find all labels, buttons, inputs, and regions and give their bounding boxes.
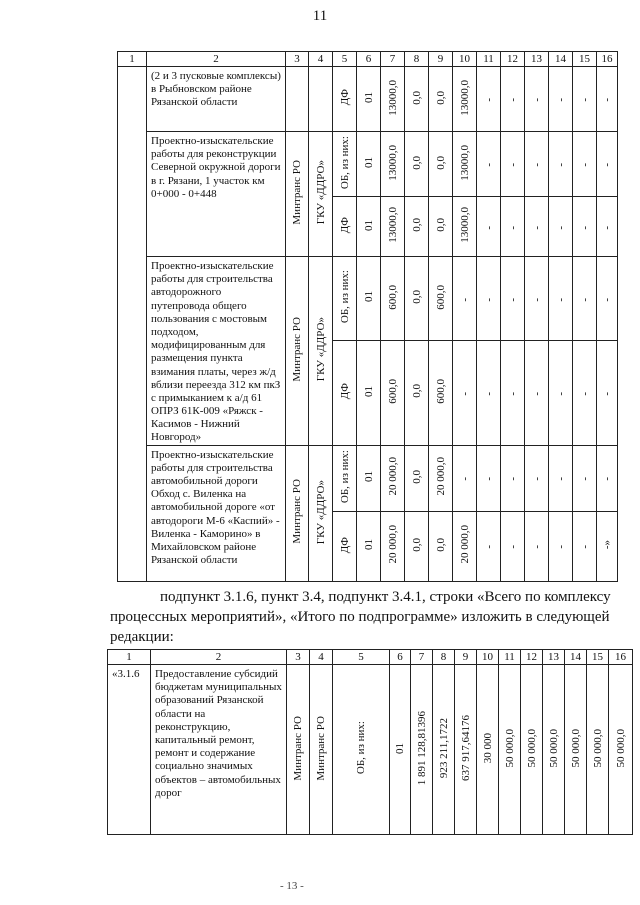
executor-1: Минтранс РО <box>292 715 304 781</box>
value-col16: - <box>601 297 613 302</box>
value-col11: - <box>482 297 495 302</box>
value-col11: - <box>482 98 495 102</box>
funding-source: ДФ <box>338 536 351 553</box>
value-total: 1 891 128,81396 <box>415 710 428 786</box>
value-col12: - <box>506 392 519 396</box>
value-col8: 0,0 <box>410 537 423 552</box>
value-total: 13000,0 <box>386 207 399 243</box>
budget-code: 01 <box>362 471 375 483</box>
header-cell: 11 <box>477 52 501 67</box>
header-cell: 12 <box>521 650 543 665</box>
value-col9: 20 000,0 <box>434 457 447 496</box>
value-col10: 13000,0 <box>458 207 471 243</box>
value-col16: -» <box>601 540 613 550</box>
value-col15: - <box>578 545 591 550</box>
new-edition-table <box>107 649 633 835</box>
value-col14: - <box>554 225 567 230</box>
executor-2: Минтранс РО <box>315 715 327 781</box>
budget-code: 01 <box>362 291 375 303</box>
value-col9: 600,0 <box>434 284 447 310</box>
measure-description: (2 и 3 пусковые комплексы) в Рыбновском районе Рязанской области <box>147 67 286 132</box>
value-col13: - <box>530 392 543 396</box>
value-col13: - <box>530 98 543 102</box>
value-col8: 0,0 <box>410 218 423 232</box>
value-col8: 0,0 <box>410 384 423 399</box>
value-col14: - <box>554 98 567 102</box>
table-row <box>118 257 618 341</box>
value-col12: - <box>506 477 519 482</box>
value-col11: - <box>482 545 495 550</box>
header-cell: 2 <box>151 650 287 665</box>
value-col14: - <box>554 477 567 482</box>
header-cell: 15 <box>573 52 597 67</box>
funding-source: ОБ, из них: <box>338 135 351 190</box>
value-col16: - <box>601 477 613 482</box>
value-col9: 600,0 <box>434 378 447 404</box>
value-col13: - <box>530 477 543 482</box>
executor-1: Минтранс РО <box>291 160 303 225</box>
table-row <box>118 67 618 132</box>
budget-code: 01 <box>362 539 375 551</box>
measure-description: Предоставление субсидий бюджетам муниципальных образований Рязанской области на реконструкцию, капитальный ремонт, ремонт и содержание социально значимых объектов – автомобильных дорог <box>151 665 287 835</box>
header-cell: 16 <box>597 52 618 67</box>
value-col16: - <box>601 98 613 102</box>
value-col10: - <box>458 477 471 482</box>
header-cell: 1 <box>118 52 147 67</box>
value-col12: - <box>506 98 519 102</box>
header-cell: 5 <box>333 52 357 67</box>
budget-code: 01 <box>362 219 375 231</box>
header-cell: 15 <box>587 650 609 665</box>
value-col15: - <box>578 163 591 167</box>
value-col14: 50 000,0 <box>569 728 582 768</box>
value-col15: - <box>578 98 591 102</box>
value-col15: - <box>578 477 591 482</box>
value-col13: 50 000,0 <box>547 728 560 768</box>
header-cell: 6 <box>390 650 411 665</box>
value-col12: - <box>506 545 519 550</box>
value-col8: 923 211,1722 <box>437 717 450 779</box>
header-cell: 16 <box>609 650 633 665</box>
budget-code: 01 <box>362 157 375 168</box>
header-cell: 1 <box>108 650 151 665</box>
value-col8: 0,0 <box>410 290 423 304</box>
value-col15: - <box>578 225 591 230</box>
value-col9: 0,0 <box>434 218 447 232</box>
value-col14: - <box>554 545 567 550</box>
value-col10: - <box>458 297 471 302</box>
value-total: 600,0 <box>386 284 399 310</box>
value-col12: - <box>506 297 519 302</box>
executor-2: ГКУ «ДДРО» <box>314 479 327 544</box>
value-col14: - <box>554 297 567 302</box>
value-col10: 13000,0 <box>458 144 471 181</box>
header-cell: 10 <box>477 650 499 665</box>
header-cell: 2 <box>147 52 286 67</box>
value-col16: 50 000,0 <box>614 728 627 768</box>
header-cell: 5 <box>333 650 390 665</box>
item-number: «3.1.6 <box>108 665 151 835</box>
measure-description: Проектно-изыскательские работы для строительства автомобильной дороги Обход с. Виленка на автомобильной дороге «от автодороги М-6 «Каспий» - Виленка - Каморино» в Михайловском районе Рязанской области <box>147 445 286 581</box>
header-cell: 13 <box>525 52 549 67</box>
table-row <box>118 445 618 511</box>
value-col12: 50 000,0 <box>525 728 538 768</box>
value-col8: 0,0 <box>410 155 423 170</box>
header-cell: 10 <box>453 52 477 67</box>
funding-source: ДФ <box>338 216 351 234</box>
paragraph-line: подпункт 3.1.6, пункт 3.4, подпункт 3.4.1, строки «Всего по комплексу <box>160 589 611 605</box>
header-cell: 14 <box>549 52 573 67</box>
header-cell: 12 <box>501 52 525 67</box>
value-col10: 13000,0 <box>458 79 471 116</box>
value-col14: - <box>554 163 567 167</box>
value-col8: 0,0 <box>410 90 423 105</box>
value-total: 13000,0 <box>386 79 399 116</box>
value-col13: - <box>530 225 543 230</box>
value-col16: - <box>601 392 613 396</box>
header-cell: 4 <box>309 52 333 67</box>
paragraph-line: редакции: <box>110 629 174 645</box>
funding-source: ДФ <box>338 383 351 400</box>
value-col11: - <box>482 392 495 396</box>
value-col13: - <box>530 163 543 167</box>
value-col11: 50 000,0 <box>503 728 516 768</box>
header-cell: 3 <box>287 650 310 665</box>
number-cell <box>118 67 147 582</box>
header-cell: 9 <box>455 650 477 665</box>
value-col11: - <box>482 163 495 167</box>
header-cell: 14 <box>565 650 587 665</box>
continuation-table <box>117 51 618 582</box>
value-col10: 20 000,0 <box>458 525 471 564</box>
header-cell: 3 <box>286 52 309 67</box>
header-cell: 9 <box>429 52 453 67</box>
funding-source: ОБ, из них: <box>338 270 351 324</box>
value-col11: - <box>482 477 495 482</box>
footer-mark: - 13 - <box>280 880 304 892</box>
value-col9: 0,0 <box>434 537 447 552</box>
value-col8: 0,0 <box>410 469 423 484</box>
value-col11: - <box>482 225 495 230</box>
value-col14: - <box>554 392 567 396</box>
value-col10: - <box>458 392 471 396</box>
value-col16: - <box>601 225 613 230</box>
value-col13: - <box>530 545 543 550</box>
paragraph-line: процессных мероприятий», «Итого по подпрограмме» изложить в следующей <box>110 609 610 625</box>
value-total: 13000,0 <box>386 144 399 181</box>
header-cell: 6 <box>357 52 381 67</box>
value-col12: - <box>506 163 519 167</box>
executor-1: Минтранс РО <box>291 317 303 382</box>
measure-description: Проектно-изыскательские работы для строительства автодорожного путепровода общего пользования с мостовым подходом, модифицированным для размещения пункта взимания платы, через ж/д вблизи переезда 312 км пкЗ с примыканием к а/д 61 ОПРЗ 61К-009 «Ряжск - Касимов - Нижний Новгород» <box>147 257 286 446</box>
header-cell: 8 <box>433 650 455 665</box>
value-col13: - <box>530 297 543 302</box>
executor-2: ГКУ «ДДРО» <box>314 160 327 225</box>
executor-cell <box>286 67 309 132</box>
table-header-row <box>118 52 618 67</box>
page-number: 11 <box>312 8 328 24</box>
budget-code: 01 <box>394 742 406 754</box>
table-row <box>108 665 633 835</box>
value-col9: 0,0 <box>434 90 447 105</box>
header-cell: 7 <box>381 52 405 67</box>
executor-cell <box>309 67 333 132</box>
value-col15: - <box>578 297 591 302</box>
value-total: 600,0 <box>386 378 399 404</box>
budget-code: 01 <box>362 92 375 103</box>
table-header-row <box>108 650 633 665</box>
value-total: 20 000,0 <box>386 525 399 564</box>
funding-source: ОБ, из них: <box>355 721 367 775</box>
executor-2: ГКУ «ДДРО» <box>314 317 327 382</box>
funding-source: ДФ <box>338 89 351 106</box>
value-col9: 637 917,64176 <box>459 715 472 781</box>
value-col15: - <box>578 392 591 396</box>
header-cell: 11 <box>499 650 521 665</box>
value-col16: - <box>601 163 613 167</box>
measure-description: Проектно-изыскательские работы для реконструкции Северной окружной дороги в г. Рязани, 1 участок км 0+000 - 0+448 <box>147 132 286 257</box>
value-col10: 30 000 <box>481 732 494 764</box>
header-cell: 13 <box>543 650 565 665</box>
funding-source: ОБ, из них: <box>338 450 351 504</box>
table-row <box>118 132 618 197</box>
value-col9: 0,0 <box>434 155 447 170</box>
executor-1: Минтранс РО <box>291 479 303 544</box>
value-col15: 50 000,0 <box>591 728 604 768</box>
budget-code: 01 <box>362 385 375 397</box>
value-col12: - <box>506 225 519 230</box>
header-cell: 7 <box>411 650 433 665</box>
header-cell: 8 <box>405 52 429 67</box>
header-cell: 4 <box>310 650 333 665</box>
value-total: 20 000,0 <box>386 457 399 496</box>
